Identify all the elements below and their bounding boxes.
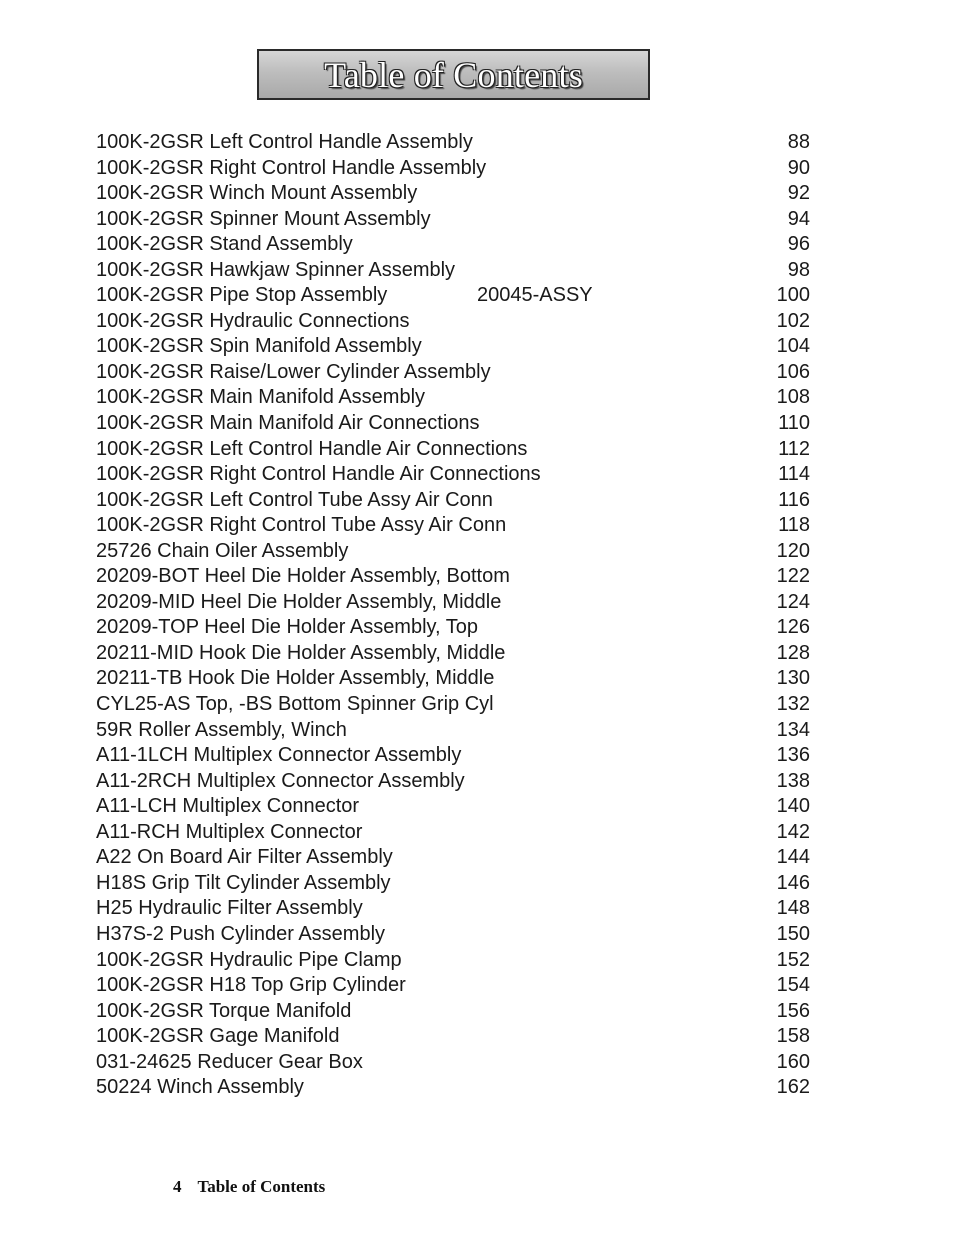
toc-entry[interactable]: [96, 385, 810, 411]
toc-entry-page-number: 92: [787, 182, 810, 205]
page-footer: [173, 1177, 325, 1197]
toc-entry[interactable]: [96, 360, 810, 386]
toc-entry-title: 100K-2GSR Left Control Handle Air Connections: [96, 437, 528, 460]
toc-entry-title: 100K-2GSR Spin Manifold Assembly: [96, 335, 422, 358]
toc-entry-title: 100K-2GSR Raise/Lower Cylinder Assembly: [96, 360, 491, 383]
toc-entry[interactable]: [96, 922, 810, 948]
page-title: Table of Contents: [324, 54, 583, 95]
toc-entry-title: A22 On Board Air Filter Assembly: [96, 846, 393, 869]
footer-page-number: 4: [173, 1177, 182, 1196]
toc-entry[interactable]: [96, 871, 810, 897]
toc-entry-part-number: 20045-ASSY: [477, 284, 593, 307]
toc-entry[interactable]: [96, 513, 810, 539]
toc-entry-page-number: 134: [776, 718, 810, 741]
toc-entry[interactable]: [96, 309, 810, 335]
toc-entry-title: 20209-TOP Heel Die Holder Assembly, Top: [96, 616, 479, 639]
toc-entry-page-number: 142: [776, 820, 810, 843]
toc-entry[interactable]: [96, 488, 810, 514]
toc-entry-page-number: 116: [778, 488, 810, 511]
toc-entry-title: 100K-2GSR Spinner Mount Assembly: [96, 207, 431, 230]
toc-entry-title: 100K-2GSR Gage Manifold: [96, 1025, 340, 1048]
toc-entry[interactable]: [96, 794, 810, 820]
toc-entry-page-number: 120: [776, 539, 810, 562]
toc-entry-page-number: 156: [776, 999, 810, 1022]
toc-entry-page-number: 140: [776, 795, 810, 818]
toc-entry[interactable]: [96, 769, 810, 795]
toc-entry-title: 100K-2GSR Pipe Stop Assembly: [96, 284, 388, 307]
toc-entry[interactable]: [96, 615, 810, 641]
toc-entry-title: A11-LCH Multiplex Connector: [96, 795, 360, 818]
toc-entry-title: 031-24625 Reducer Gear Box: [96, 1050, 363, 1073]
toc-entry-title: 50224 Winch Assembly: [96, 1076, 304, 1099]
toc-entry-page-number: 106: [776, 360, 810, 383]
toc-entry-page-number: 118: [778, 514, 810, 537]
toc-entry-page-number: 152: [776, 948, 810, 971]
toc-entry-page-number: 150: [776, 922, 810, 945]
toc-entry-title: 20209-MID Heel Die Holder Assembly, Middle: [96, 590, 502, 613]
toc-entry-title: H25 Hydraulic Filter Assembly: [96, 897, 363, 920]
toc-entry[interactable]: [96, 820, 810, 846]
toc-entry-page-number: 158: [776, 1025, 810, 1048]
toc-entry-title: 100K-2GSR Left Control Tube Assy Air Conn: [96, 488, 493, 511]
toc-entry[interactable]: [96, 437, 810, 463]
toc-entry-title: 100K-2GSR Stand Assembly: [96, 233, 353, 256]
toc-entry-title: A11-1LCH Multiplex Connector Assembly: [96, 744, 462, 767]
toc-entry-page-number: 88: [787, 131, 810, 153]
toc-entry[interactable]: [96, 973, 810, 999]
toc-entry-page-number: 100: [776, 284, 810, 307]
toc-entry-page-number: 90: [787, 156, 810, 179]
toc-entry[interactable]: [96, 564, 810, 590]
toc-entry[interactable]: [96, 692, 810, 718]
toc-entry-page-number: 130: [776, 667, 810, 690]
toc-entry-page-number: 128: [776, 641, 810, 664]
toc-entry-title: 100K-2GSR Hydraulic Connections: [96, 309, 410, 332]
toc-entry-page-number: 138: [776, 769, 810, 792]
toc-entry[interactable]: [96, 232, 810, 258]
toc-entry[interactable]: [96, 156, 810, 182]
toc-entry[interactable]: [96, 896, 810, 922]
toc-entry[interactable]: [96, 334, 810, 360]
toc-entry-title: 25726 Chain Oiler Assembly: [96, 539, 349, 562]
toc-entry-page-number: 144: [776, 846, 810, 869]
toc-entry[interactable]: [96, 207, 810, 233]
toc-entry[interactable]: [96, 1024, 810, 1050]
toc-entry-title: 100K-2GSR Torque Manifold: [96, 999, 352, 1022]
toc-entry[interactable]: [96, 539, 810, 565]
toc-entry-page-number: 96: [787, 233, 810, 256]
footer-section-title: Table of Contents: [197, 1177, 326, 1196]
toc-entry-page-number: 132: [776, 693, 810, 716]
toc-entry-page-number: 112: [778, 437, 810, 460]
toc-entry[interactable]: [96, 666, 810, 692]
toc-entry-page-number: 136: [776, 744, 810, 767]
toc-entry-title: 20211-TB Hook Die Holder Assembly, Middle: [96, 667, 495, 690]
toc-entry[interactable]: [96, 462, 810, 488]
toc-entry[interactable]: [96, 1050, 810, 1076]
toc-entry-page-number: 94: [787, 207, 810, 230]
toc-entry-title: 100K-2GSR Winch Mount Assembly: [96, 182, 418, 205]
toc-entry-title: 100K-2GSR Hawkjaw Spinner Assembly: [96, 258, 456, 281]
toc-entry[interactable]: [96, 845, 810, 871]
toc-entry-page-number: 162: [776, 1076, 810, 1099]
toc-entry-page-number: 160: [776, 1050, 810, 1073]
toc-entry[interactable]: [96, 718, 810, 744]
toc-entry[interactable]: [96, 283, 810, 309]
toc-entry-title: H18S Grip Tilt Cylinder Assembly: [96, 871, 391, 894]
toc-entry[interactable]: [96, 641, 810, 667]
toc-entry-page-number: 110: [778, 412, 810, 435]
toc-entry[interactable]: [96, 411, 810, 437]
toc-entry-page-number: 154: [776, 974, 810, 997]
toc-entry-page-number: 146: [776, 871, 810, 894]
toc-entry-title: 100K-2GSR Right Control Tube Assy Air Conn: [96, 514, 507, 537]
toc-entry-page-number: 108: [776, 386, 810, 409]
toc-entry-title: A11-2RCH Multiplex Connector Assembly: [96, 769, 465, 792]
toc-entry-title: 20209-BOT Heel Die Holder Assembly, Bottom: [96, 565, 510, 588]
toc-entry-page-number: 104: [776, 335, 810, 358]
toc-entry[interactable]: [96, 130, 810, 156]
toc-entry[interactable]: [96, 1075, 810, 1101]
toc-entry-page-number: 148: [776, 897, 810, 920]
toc-entry-page-number: 114: [778, 463, 810, 486]
toc-entry-page-number: 124: [776, 590, 810, 613]
toc-entry-title: 59R Roller Assembly, Winch: [96, 718, 347, 741]
toc-entry-title: A11-RCH Multiplex Connector: [96, 820, 363, 843]
title-banner: [257, 49, 650, 100]
toc-entry-title: H37S-2 Push Cylinder Assembly: [96, 922, 386, 945]
toc-list: [96, 130, 810, 1101]
toc-entry-title: CYL25-AS Top, -BS Bottom Spinner Grip Cyl: [96, 693, 494, 716]
toc-entry[interactable]: [96, 590, 810, 616]
toc-entry[interactable]: [96, 743, 810, 769]
toc-entry-title: 100K-2GSR Left Control Handle Assembly: [96, 131, 473, 153]
toc-entry[interactable]: [96, 181, 810, 207]
toc-entry[interactable]: [96, 948, 810, 974]
toc-entry-title: 100K-2GSR Main Manifold Assembly: [96, 386, 426, 409]
toc-entry-title: 100K-2GSR H18 Top Grip Cylinder: [96, 974, 406, 997]
toc-entry-page-number: 98: [787, 258, 810, 281]
toc-entry-title: 100K-2GSR Main Manifold Air Connections: [96, 412, 480, 435]
toc-entry[interactable]: [96, 258, 810, 284]
toc-entry-title: 20211-MID Hook Die Holder Assembly, Middle: [96, 641, 506, 664]
toc-entry-title: 100K-2GSR Right Control Handle Air Connections: [96, 463, 541, 486]
toc-entry-page-number: 102: [776, 309, 810, 332]
toc-entry[interactable]: [96, 999, 810, 1025]
toc-entry-title: 100K-2GSR Right Control Handle Assembly: [96, 156, 487, 179]
toc-entry-title: 100K-2GSR Hydraulic Pipe Clamp: [96, 948, 402, 971]
toc-entry-page-number: 126: [776, 616, 810, 639]
toc-entry-page-number: 122: [776, 565, 810, 588]
